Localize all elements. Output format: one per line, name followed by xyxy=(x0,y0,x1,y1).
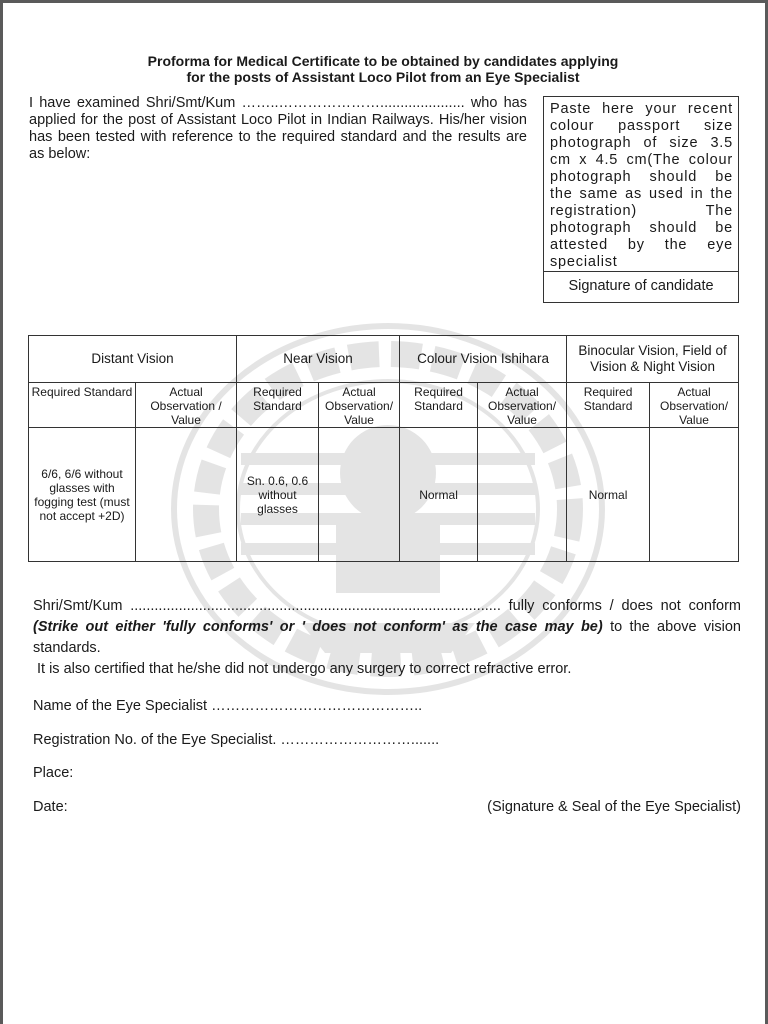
table-header-row xyxy=(29,336,739,383)
near-vision-header: Near Vision xyxy=(237,336,400,383)
binocular-actual-cell xyxy=(650,428,739,562)
eye-specialist-name-field: Name of the Eye Specialist …………………………………….. xyxy=(33,698,423,714)
binocular-vision-header: Binocular Vision, Field of Vision & Night Vision xyxy=(567,336,739,383)
place-field: Place: xyxy=(33,765,74,781)
conformity-text-start: Shri/Smt/Kum ............................................................................................ fully conforms / does not conform xyxy=(33,598,741,614)
conformity-text-end: to the above vision standards. xyxy=(33,619,742,656)
distant-required-header: Required Standard xyxy=(29,383,136,428)
vision-standards-table xyxy=(28,335,739,562)
colour-actual-cell xyxy=(478,428,567,562)
form-title xyxy=(63,53,703,85)
colour-actual-header: Actual Observation/ Value xyxy=(478,383,567,428)
distant-actual-cell xyxy=(136,428,237,562)
candidate-signature-label: Signature of candidate xyxy=(544,271,738,302)
near-actual-header: Actual Observation/ Value xyxy=(319,383,400,428)
colour-vision-header: Colour Vision Ishihara xyxy=(400,336,567,383)
near-required-value: Sn. 0.6, 0.6 without glasses xyxy=(237,428,319,562)
certificate-page xyxy=(3,3,765,1024)
date-field: Date: xyxy=(33,799,68,815)
conformity-paragraph xyxy=(33,596,741,680)
colour-required-header: Required Standard xyxy=(400,383,478,428)
title-line-2: for the posts of Assistant Loco Pilot from an Eye Specialist xyxy=(186,69,580,85)
table-subheader-row xyxy=(29,383,739,428)
binocular-required-header: Required Standard xyxy=(567,383,650,428)
distant-required-value: 6/6, 6/6 without glasses with fogging test (must not accept +2D) xyxy=(29,428,136,562)
distant-vision-header: Distant Vision xyxy=(29,336,237,383)
photo-box xyxy=(543,96,739,303)
near-required-header: Required Standard xyxy=(237,383,319,428)
colour-required-value: Normal xyxy=(400,428,478,562)
distant-actual-header: Actual Observation / Value xyxy=(136,383,237,428)
binocular-actual-header: Actual Observation/ Value xyxy=(650,383,739,428)
table-values-row xyxy=(29,428,739,562)
registration-number-field: Registration No. of the Eye Specialist. ………………………....... xyxy=(33,732,440,748)
signature-seal-label: (Signature & Seal of the Eye Specialist) xyxy=(487,799,741,815)
photo-instructions: Paste here your recent colour passport size photograph of size 3.5 cm x 4.5 cm(The colour photograph should be the same as used in the registration) The photograph should be attested by the eye specialist xyxy=(550,101,733,270)
surgery-certification: It is also certified that he/she did not undergo any surgery to correct refractive error. xyxy=(37,661,572,677)
near-actual-cell xyxy=(319,428,400,562)
title-line-1: Proforma for Medical Certificate to be obtained by candidates applying xyxy=(147,53,619,69)
strike-out-instruction: (Strike out either 'fully conforms' or ' does not conform' as the case may be) xyxy=(33,619,603,635)
binocular-required-value: Normal xyxy=(567,428,650,562)
intro-paragraph: I have examined Shri/Smt/Kum ……..…………………..................... who has applied for the post of Assistant Loco Pilot in Indian Railways. His/her vision has been tested with reference to the required standard and the results are as below: xyxy=(29,95,527,162)
